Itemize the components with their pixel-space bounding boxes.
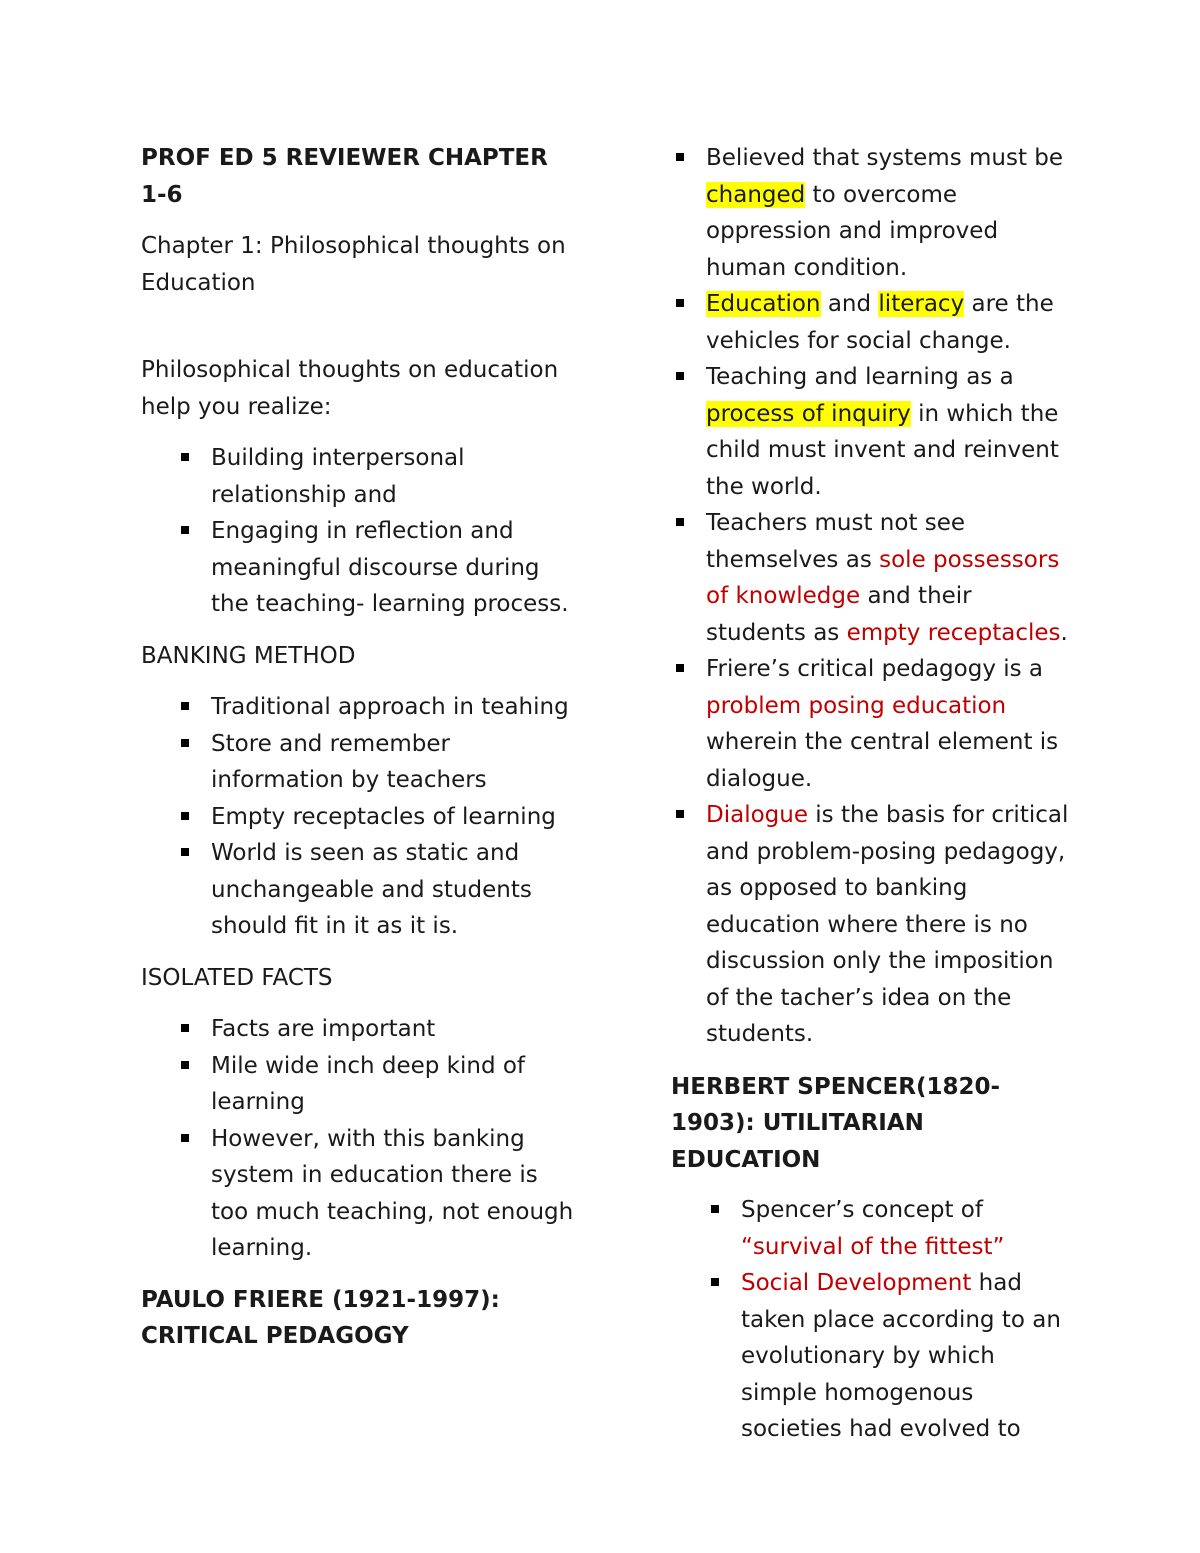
square-bullet-icon [676, 153, 684, 161]
square-bullet-icon [181, 848, 189, 856]
square-bullet-icon [181, 453, 189, 461]
isolated-facts-heading: ISOLATED FACTS [141, 964, 333, 991]
square-bullet-icon [711, 1278, 719, 1286]
friere-heading: PAULO FRIERE (1921-1997): CRITICAL PEDAGOGY [141, 1286, 500, 1349]
highlighted-text: process of inquiry [706, 400, 911, 427]
spencer-list [671, 1192, 1071, 1448]
square-bullet-icon [181, 1134, 189, 1142]
banking-method-heading: BANKING METHOD [141, 642, 356, 669]
square-bullet-icon [676, 299, 684, 307]
list-item: Teaching and learning as a process of inquiry in which the child must invent and reinvent the world. [706, 359, 1071, 505]
list-item: Spencer’s concept of “survival of the fittest” [741, 1192, 1071, 1265]
isolated-facts-list [141, 1011, 581, 1267]
square-bullet-icon [676, 518, 684, 526]
list-item: Empty receptacles of learning [211, 799, 581, 836]
list-item: Teachers must not see themselves as sole possessors of knowledge and their students as empty receptacles. [706, 505, 1071, 651]
square-bullet-icon [711, 1205, 719, 1213]
left-column [141, 140, 581, 1370]
list-item: Facts are important [211, 1011, 581, 1048]
list-item: Engaging in reflection and meaningful discourse during the teaching- learning process. [211, 513, 581, 623]
red-text: “survival of the fittest” [741, 1233, 1005, 1260]
list-item: World is seen as static and unchangeable and students should fit in it as it is. [211, 835, 581, 945]
red-text: empty receptacles [846, 619, 1061, 646]
square-bullet-icon [676, 810, 684, 818]
square-bullet-icon [181, 812, 189, 820]
list-item: However, with this banking system in education there is too much teaching, not enough learning. [211, 1121, 581, 1267]
list-item: Dialogue is the basis for critical and problem-posing pedagogy, as opposed to banking education where there is no discussion only the imposition of the tacher’s idea on the students. [706, 797, 1071, 1053]
list-item: Building interpersonal relationship and [211, 440, 581, 513]
red-text: sole possessors of knowledge [706, 546, 1060, 609]
highlighted-text: changed [706, 181, 806, 208]
square-bullet-icon [676, 372, 684, 380]
highlighted-text: Education [706, 291, 821, 317]
red-text: Dialogue [706, 802, 808, 828]
right-column [671, 140, 1071, 1448]
square-bullet-icon [676, 664, 684, 672]
spencer-heading: HERBERT SPENCER(1820-1903): UTILITARIAN EDUCATION [671, 1073, 1001, 1173]
list-item: Education and literacy are the vehicles for social change. [706, 286, 1071, 359]
chapter-heading: Chapter 1: Philosophical thoughts on Education [141, 233, 566, 296]
square-bullet-icon [181, 1024, 189, 1032]
friere-list [671, 140, 1071, 1053]
banking-list [141, 689, 581, 945]
square-bullet-icon [181, 702, 189, 710]
document-title: PROF ED 5 REVIEWER CHAPTER 1-6 [141, 145, 548, 208]
list-item: Mile wide inch deep kind of learning [211, 1048, 581, 1121]
intro-list [141, 440, 581, 623]
square-bullet-icon [181, 1061, 189, 1069]
list-item: Store and remember information by teachers [211, 726, 581, 799]
list-item: Friere’s critical pedagogy is a problem posing education wherein the central element is dialogue. [706, 651, 1071, 797]
highlighted-text: literacy [878, 291, 965, 317]
list-item: Social Development had taken place according to an evolutionary by which simple homogenous societies had evolved to [741, 1265, 1071, 1448]
red-text: Social Development [741, 1270, 972, 1296]
square-bullet-icon [181, 739, 189, 747]
list-item: Traditional approach in teahing [211, 689, 581, 726]
square-bullet-icon [181, 526, 189, 534]
red-text: problem posing education [706, 692, 1007, 719]
list-item: Believed that systems must be changed to overcome oppression and improved human condition. [706, 140, 1071, 286]
intro-paragraph: Philosophical thoughts on education help you realize: [141, 357, 559, 420]
